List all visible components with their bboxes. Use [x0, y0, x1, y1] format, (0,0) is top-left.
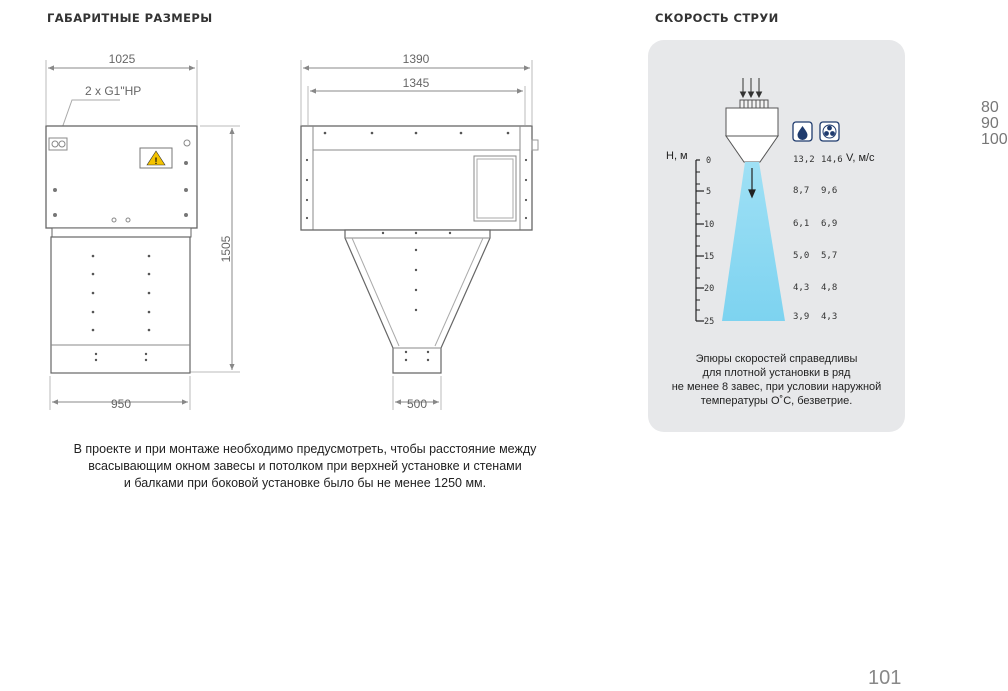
- v2-value: 4,3: [821, 312, 838, 322]
- v2-value: 9,6: [821, 186, 838, 196]
- velocity-row: [704, 219, 837, 230]
- installation-note: [40, 441, 570, 492]
- v1-value: 8,7: [793, 186, 810, 196]
- nozzle-width-label: 500: [406, 397, 428, 411]
- h-value: 5: [706, 187, 712, 197]
- v2-value: 4,8: [821, 283, 838, 293]
- side-width-inner-label: 1345: [402, 76, 430, 90]
- note-line-2: всасывающим окном завесы и потолком при верхней установке и стенами: [88, 459, 522, 473]
- front-width-top-label: 1025: [108, 52, 136, 66]
- h-axis-label: H, м: [666, 150, 688, 162]
- edge-number: 100: [981, 131, 1008, 148]
- v2-value: 14,6: [821, 155, 843, 165]
- velocity-row: [706, 186, 837, 197]
- fan-icon: [820, 122, 839, 141]
- h-value: 20: [704, 284, 715, 294]
- v1-value: 3,9: [793, 312, 810, 322]
- note-line-1: В проекте и при монтаже необходимо предусмотреть, чтобы расстояние между: [73, 442, 537, 456]
- side-view: [301, 60, 538, 410]
- dimensions-heading: ГАБАРИТНЫЕ РАЗМЕРЫ: [47, 11, 213, 25]
- h-value: 0: [706, 156, 712, 166]
- caption-line-1: Эпюры скоростей справедливы: [695, 353, 858, 365]
- v-axis-label: V, м/с: [846, 152, 875, 164]
- caption-line-4: температуры О˚С, безветрие.: [700, 395, 853, 407]
- connection-label: 2 x G1"HP: [85, 84, 142, 98]
- intake-arrows-icon: [741, 78, 762, 97]
- air-jet: [722, 162, 785, 321]
- dimensions-drawing: [0, 0, 620, 420]
- velocity-row: [706, 155, 843, 166]
- water-drop-icon: [793, 122, 812, 141]
- side-width-outer-label: 1390: [402, 52, 430, 66]
- svg-text:!: !: [154, 156, 158, 166]
- front-height-label: 1505: [219, 235, 233, 263]
- edge-number: 80: [981, 99, 999, 116]
- edge-numbers: [981, 100, 1007, 148]
- velocity-caption: [648, 352, 905, 408]
- air-curtain-unit: [726, 100, 778, 162]
- front-view: [46, 60, 240, 410]
- v1-value: 6,1: [793, 219, 810, 229]
- caption-line-2: для плотной установки в ряд: [702, 367, 851, 379]
- h-value: 10: [704, 220, 715, 230]
- h-value: 25: [704, 317, 715, 327]
- v1-value: 5,0: [793, 251, 810, 261]
- v2-value: 6,9: [821, 219, 838, 229]
- v1-value: 13,2: [793, 155, 815, 165]
- warning-icon: [140, 148, 172, 168]
- caption-line-3: не менее 8 завес, при условии наружной: [671, 381, 882, 393]
- edge-number: 90: [981, 115, 999, 132]
- velocity-heading: СКОРОСТЬ СТРУИ: [655, 11, 779, 25]
- v2-value: 5,7: [821, 251, 838, 261]
- velocity-diagram: [648, 40, 905, 340]
- page-number: 101: [868, 667, 902, 689]
- front-width-bottom-label: 950: [110, 397, 132, 411]
- h-value: 15: [704, 252, 715, 262]
- note-line-3: и балками при боковой установке было бы не менее 1250 мм.: [123, 476, 487, 490]
- v1-value: 4,3: [793, 283, 810, 293]
